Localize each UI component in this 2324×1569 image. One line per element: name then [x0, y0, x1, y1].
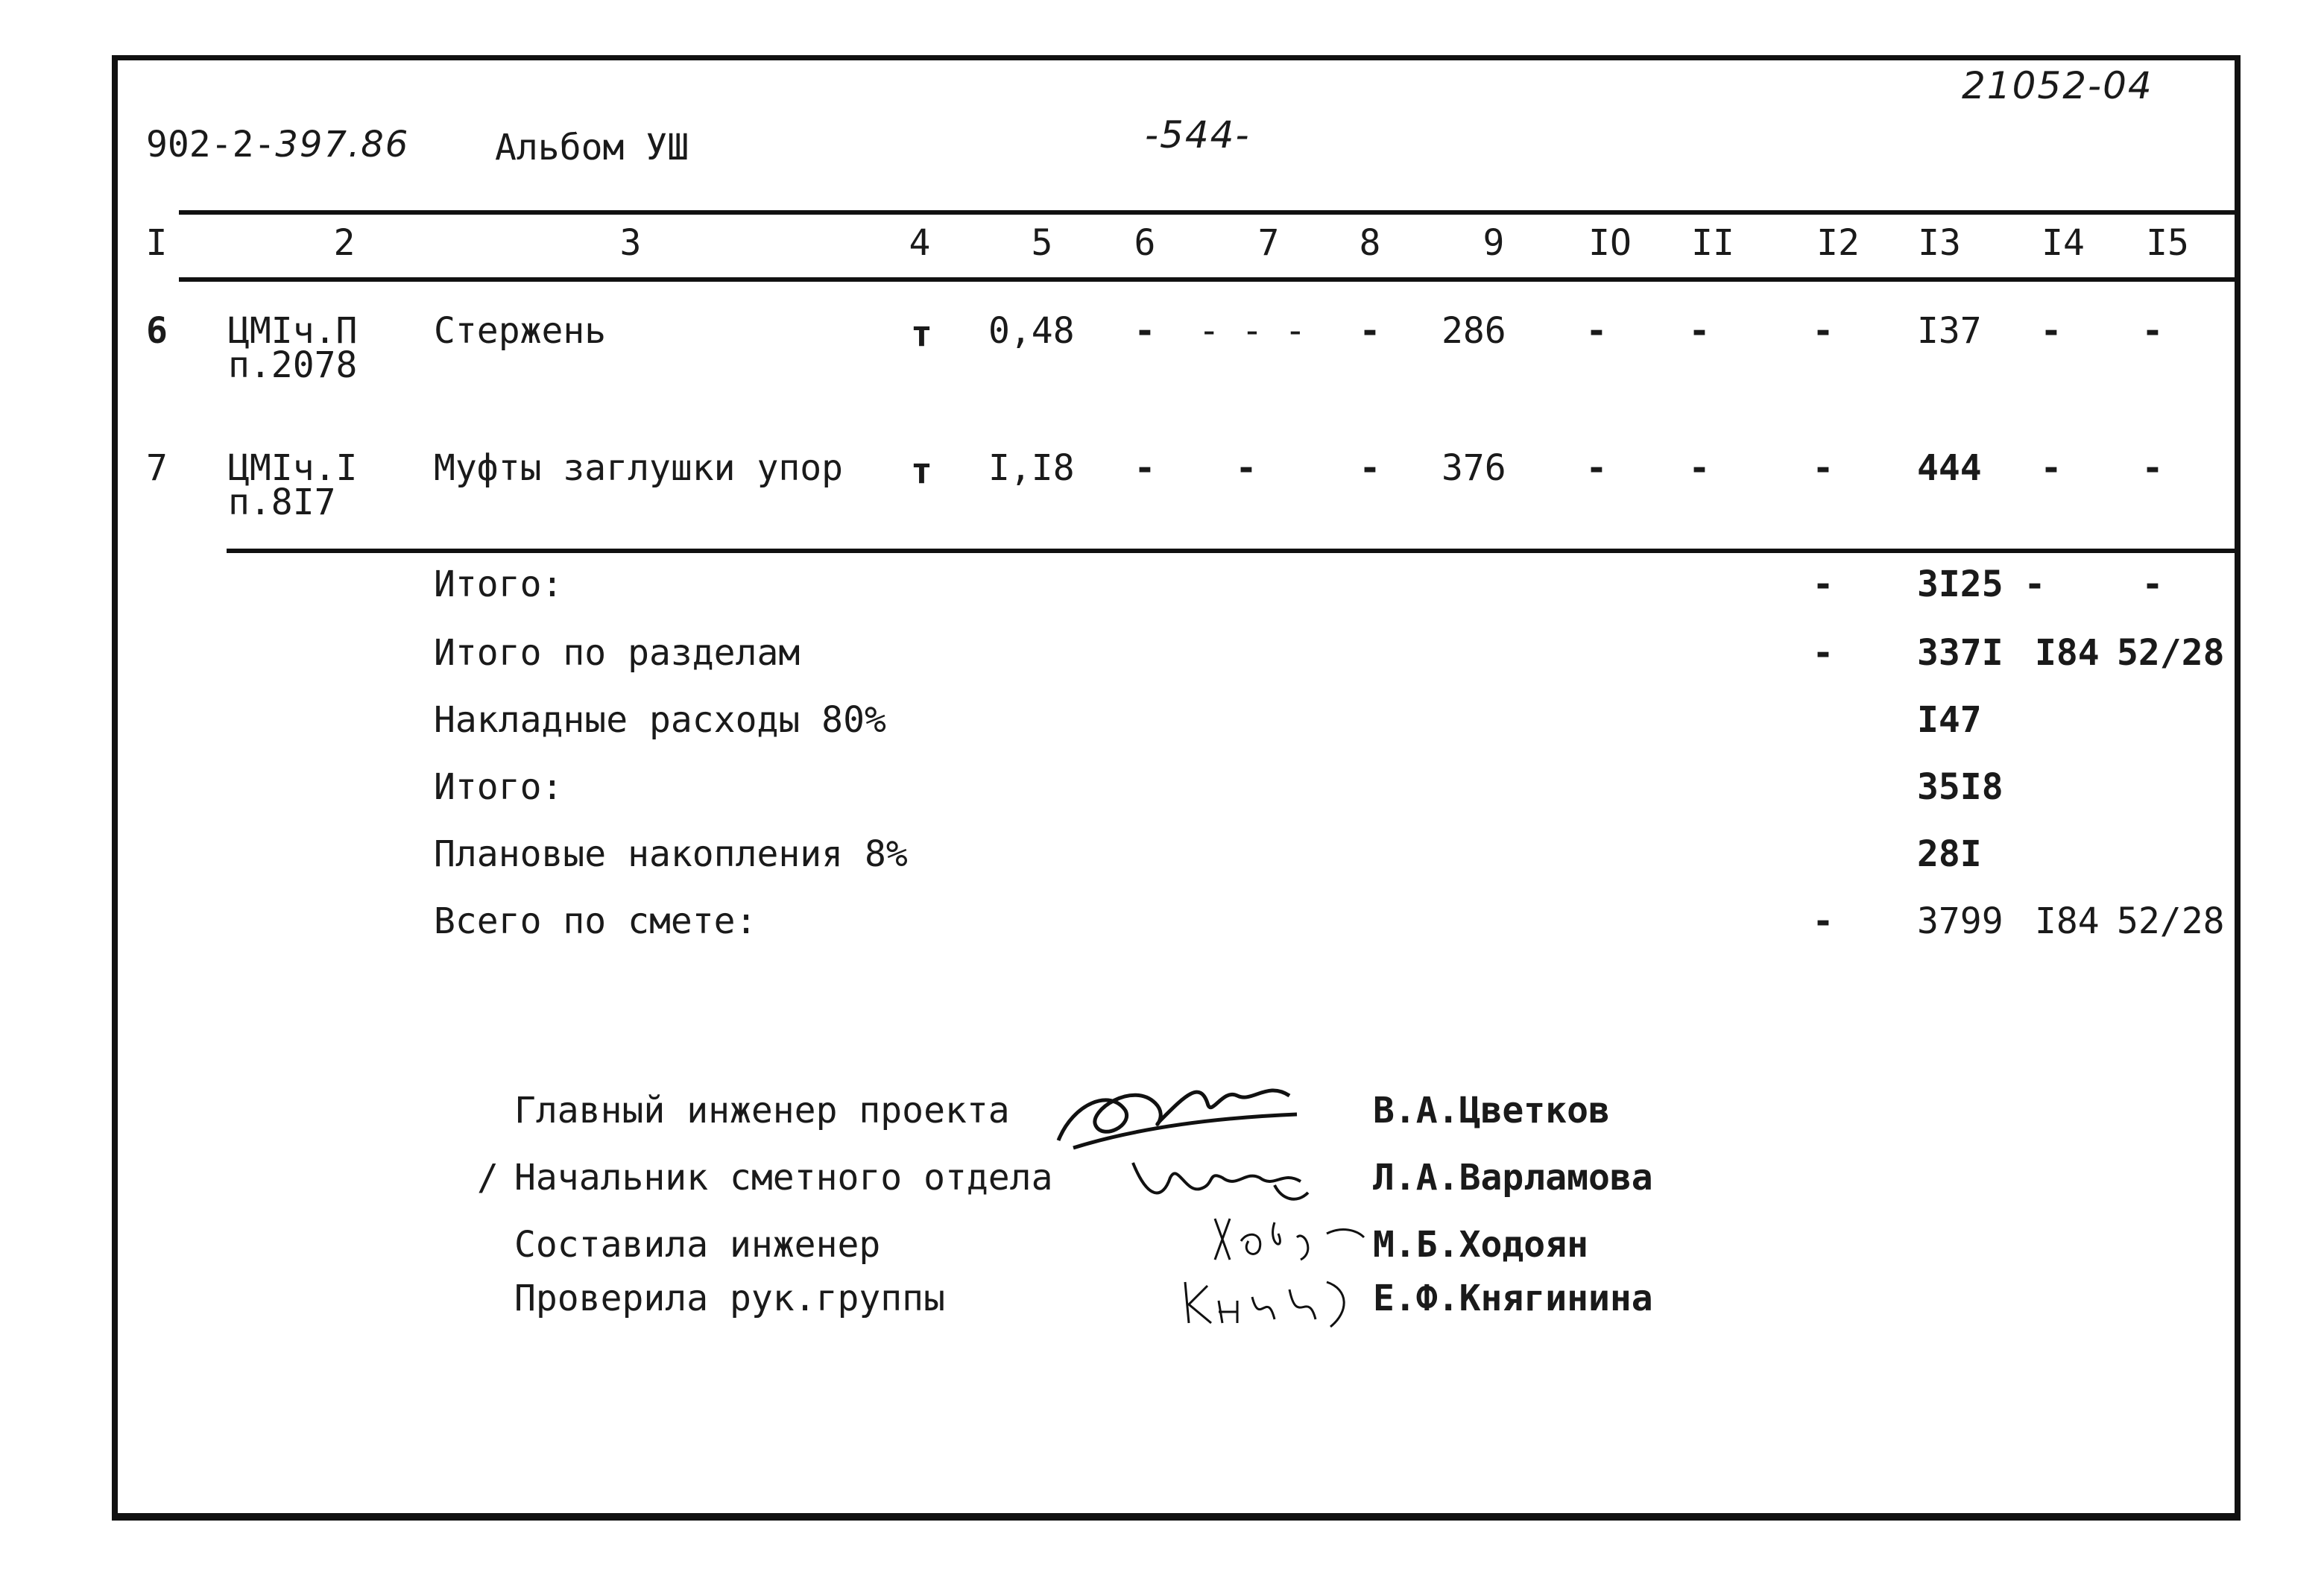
- cell-c12: -: [1812, 900, 1834, 942]
- cell-c7: -: [1235, 447, 1257, 489]
- totals-label: Итого:: [434, 563, 563, 605]
- header-rule-top: [179, 210, 2239, 215]
- cell-c7: - - -: [1198, 310, 1307, 352]
- item-name: Муфты заглушки упор: [434, 447, 844, 489]
- cell-c11: -: [1688, 447, 1711, 489]
- corner-number: 21052-04: [1962, 64, 2153, 107]
- totals-label: Плановые накопления 8%: [434, 833, 908, 875]
- column-number: 9: [1483, 222, 1505, 264]
- price-code-item: п.8I7: [228, 482, 336, 523]
- column-number: 2: [333, 222, 356, 264]
- column-number: 5: [1031, 222, 1053, 264]
- unit: т: [911, 450, 932, 492]
- column-number: I3: [1918, 222, 1961, 264]
- totals-label: Итого по разделам: [434, 632, 801, 674]
- cell-c13: 35I8: [1917, 766, 2003, 808]
- column-number: IO: [1588, 222, 1632, 264]
- cell-c9: 376: [1442, 447, 1506, 489]
- signature-role: Проверила рук.группы: [514, 1278, 945, 1319]
- totals-label: Итого:: [434, 766, 563, 808]
- cell-c13: 444: [1917, 447, 1982, 489]
- cell-c13: I37: [1917, 310, 1982, 352]
- column-number: 4: [909, 222, 931, 264]
- cell-c12: -: [1812, 563, 1834, 605]
- unit: т: [911, 313, 932, 355]
- cell-c12: -: [1812, 632, 1834, 674]
- price-code: ЦМIч.I: [228, 447, 358, 489]
- cell-c6: -: [1134, 447, 1156, 489]
- cell-c13: 337I: [1917, 632, 2003, 674]
- cell-c8: -: [1359, 310, 1381, 352]
- quantity: 0,48: [988, 310, 1075, 352]
- quantity: I,I8: [988, 447, 1075, 489]
- column-number: 7: [1257, 222, 1280, 264]
- column-number: 6: [1134, 222, 1156, 264]
- slash-mark: /: [477, 1157, 499, 1199]
- cell-c14: -: [2024, 563, 2046, 605]
- signature-scribble-group-head: [1178, 1267, 1364, 1334]
- column-number: II: [1691, 222, 1734, 264]
- price-code: ЦМIч.П: [228, 310, 358, 352]
- column-number: I2: [1816, 222, 1860, 264]
- cell-c8: -: [1359, 447, 1381, 489]
- column-number: I4: [2042, 222, 2085, 264]
- column-number: I: [145, 222, 168, 264]
- row-number: 7: [146, 447, 168, 489]
- cell-c15: 52/28: [2117, 632, 2225, 674]
- cell-c14: I84: [2035, 900, 2100, 942]
- signature-person: Е.Ф.Княгинина: [1373, 1278, 1653, 1319]
- totals-rule: [227, 549, 2239, 553]
- project-prefix: 902-2-: [146, 124, 276, 165]
- cell-c10: -: [1585, 310, 1608, 352]
- cell-c13: 28I: [1917, 833, 1982, 875]
- cell-c10: -: [1585, 447, 1608, 489]
- signature-role: Начальник сметного отдела: [514, 1157, 1053, 1199]
- cell-c14: -: [2040, 447, 2062, 489]
- cell-c14: -: [2040, 310, 2062, 352]
- row-number: 6: [146, 310, 168, 352]
- header-rule-bottom: [179, 277, 2239, 282]
- album-title: Альбом УШ: [495, 127, 689, 168]
- column-number: 3: [619, 222, 642, 264]
- signature-role: Главный инженер проекта: [514, 1090, 1010, 1131]
- column-number: I5: [2146, 222, 2189, 264]
- totals-label: Накладные расходы 80%: [434, 699, 886, 741]
- project-suffix: 397.86: [275, 124, 410, 165]
- column-number: 8: [1359, 222, 1381, 264]
- cell-c15: -: [2141, 447, 2164, 489]
- project-number: [146, 124, 409, 165]
- signature-scribble-chief-engineer: [1043, 1058, 1312, 1163]
- signature-role: Составила инженер: [514, 1224, 881, 1266]
- signature-person: М.Б.Ходоян: [1373, 1224, 1588, 1266]
- totals-label: Всего по смете:: [434, 900, 757, 942]
- signature-person: В.А.Цветков: [1373, 1090, 1610, 1131]
- cell-c6: -: [1134, 310, 1156, 352]
- cell-c11: -: [1688, 310, 1711, 352]
- cell-c15: 52/28: [2117, 900, 2225, 942]
- signature-scribble-department-head: [1125, 1148, 1319, 1215]
- signature-scribble-engineer: [1207, 1207, 1371, 1267]
- cell-c9: 286: [1442, 310, 1506, 352]
- signature-person: Л.А.Варламова: [1373, 1157, 1653, 1199]
- cell-c15: -: [2141, 563, 2164, 605]
- page-number: -544-: [1145, 113, 1251, 157]
- cell-c13: I47: [1917, 699, 1982, 741]
- cell-c13: 3799: [1917, 900, 2003, 942]
- cell-c15: -: [2141, 310, 2164, 352]
- cell-c12: -: [1812, 310, 1834, 352]
- cell-c14: I84: [2035, 632, 2100, 674]
- cell-c13: 3I25: [1917, 563, 2003, 605]
- cell-c12: -: [1812, 447, 1834, 489]
- item-name: Стержень: [434, 310, 607, 352]
- price-code-item: п.2078: [228, 344, 358, 386]
